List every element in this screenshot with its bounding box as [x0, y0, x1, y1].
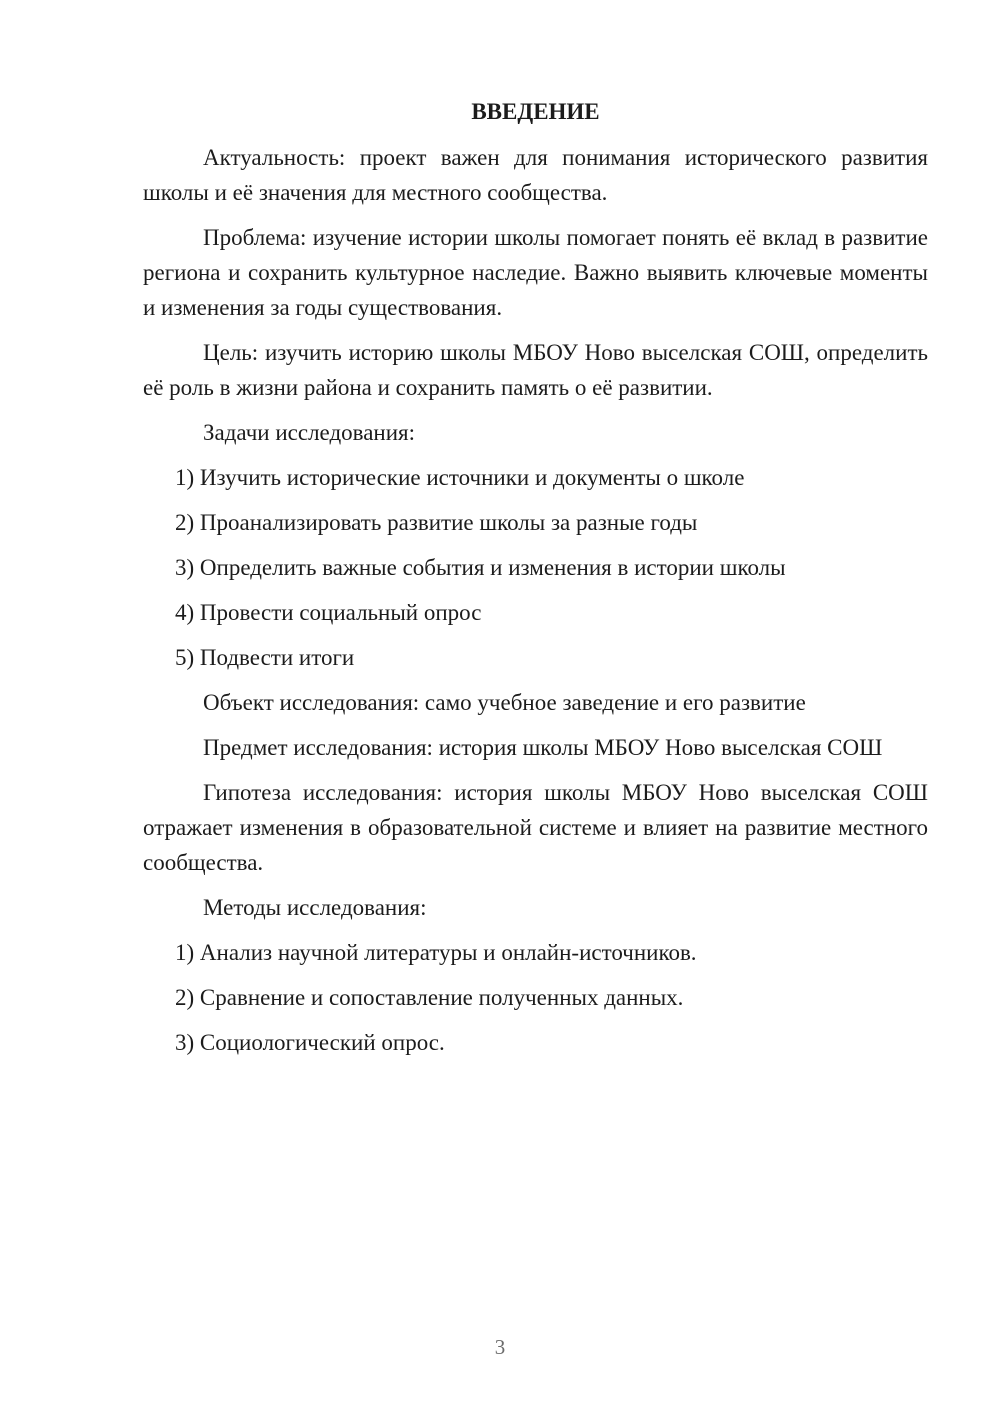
section-heading: ВВЕДЕНИЕ: [471, 99, 600, 124]
goal-paragraph: Цель: изучить историю школы МБОУ Ново выселская СОШ, определить её роль в жизни района и сохранить память о её развитии.: [143, 340, 928, 400]
method-item: 1) Анализ научной литературы и онлайн-источников.: [175, 940, 697, 965]
task-item: 4) Провести социальный опрос: [175, 600, 482, 625]
task-item: 1) Изучить исторические источники и документы о школе: [175, 465, 745, 490]
hypothesis-paragraph: Гипотеза исследования: история школы МБОУ Ново выселская СОШ отражает изменения в образовательной системе и влияет на развитие местного сообщества.: [143, 780, 928, 875]
relevance-paragraph: Актуальность: проект важен для понимания исторического развития школы и её значения для местного сообщества.: [143, 145, 928, 205]
page-content: [143, 96, 928, 1070]
problem-paragraph: Проблема: изучение истории школы помогает понять её вклад в развитие региона и сохранить культурное наследие. Важно выявить ключевые моменты и изменения за годы существования.: [143, 225, 928, 320]
page-number: 3: [494, 1335, 506, 1359]
task-item: 2) Проанализировать развитие школы за разные годы: [175, 510, 698, 535]
task-item: 3) Определить важные события и изменения в истории школы: [175, 555, 786, 580]
methods-title: Методы исследования:: [203, 895, 427, 920]
tasks-title: Задачи исследования:: [203, 420, 416, 445]
task-item: 5) Подвести итоги: [175, 645, 355, 670]
method-item: 2) Сравнение и сопоставление полученных данных.: [175, 985, 684, 1010]
subject-paragraph: Предмет исследования: история школы МБОУ Ново выселская СОШ: [203, 735, 883, 760]
method-item: 3) Социологический опрос.: [175, 1030, 445, 1055]
object-paragraph: Объект исследования: само учебное заведение и его развитие: [203, 690, 806, 715]
